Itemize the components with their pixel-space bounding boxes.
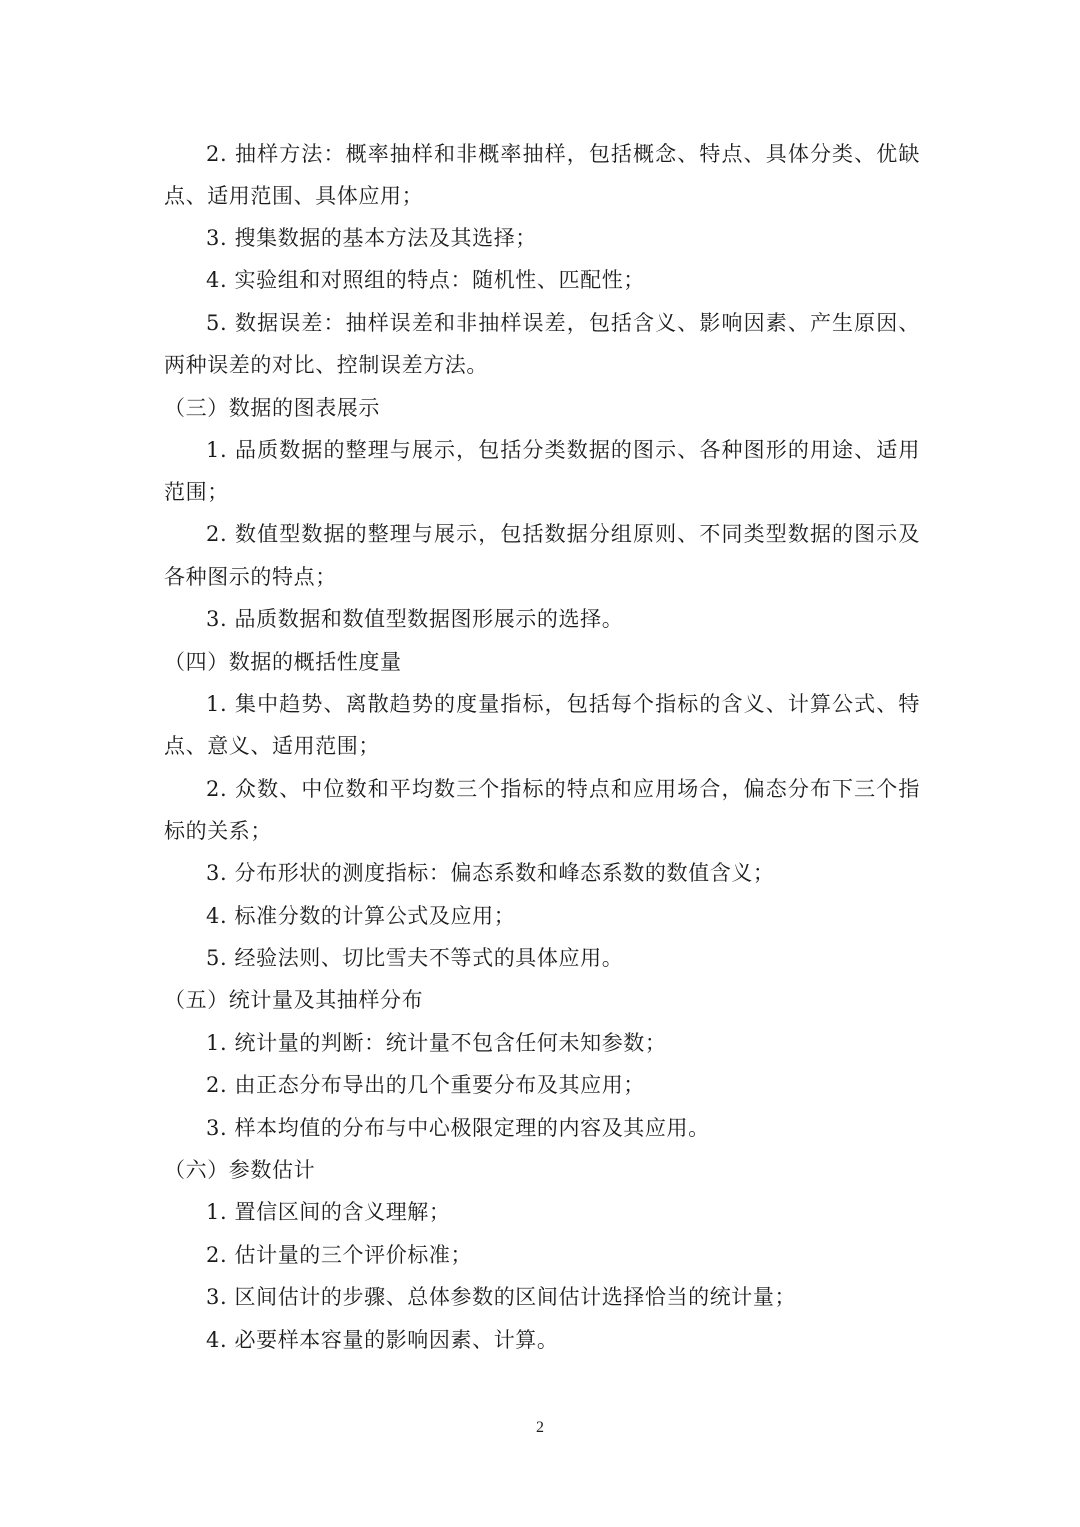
list-item-sampling-methods: 2. 抽样方法：概率抽样和非概率抽样，包括概念、特点、具体分类、优缺 xyxy=(206,142,920,166)
list-item-chart-choice: 3. 品质数据和数值型数据图形展示的选择。 xyxy=(206,607,624,631)
list-item-numeric-data-cont: 各种图示的特点； xyxy=(164,565,337,589)
list-item-confidence-interval: 1. 置信区间的含义理解； xyxy=(206,1200,451,1224)
list-item-data-collection: 3. 搜集数据的基本方法及其选择； xyxy=(206,226,537,250)
list-item-standard-score: 4. 标准分数的计算公式及应用； xyxy=(206,904,516,928)
list-item-statistic-judgement: 1. 统计量的判断：统计量不包含任何未知参数； xyxy=(206,1031,667,1055)
list-item-normal-derived: 2. 由正态分布导出的几个重要分布及其应用； xyxy=(206,1073,645,1097)
list-item-mode-median-mean: 2. 众数、中位数和平均数三个指标的特点和应用场合，偏态分布下三个指 xyxy=(206,777,920,801)
page-number: 2 xyxy=(536,1419,544,1436)
list-item-mode-median-mean-cont: 标的关系； xyxy=(164,819,272,843)
list-item-interval-steps: 3. 区间估计的步骤、总体参数的区间估计选择恰当的统计量； xyxy=(206,1285,797,1309)
list-item-sampling-methods-cont: 点、适用范围、具体应用； xyxy=(164,184,424,208)
list-item-central-tendency-cont: 点、意义、适用范围； xyxy=(164,734,380,758)
list-item-clt: 3. 样本均值的分布与中心极限定理的内容及其应用。 xyxy=(206,1116,710,1140)
list-item-experiment-groups: 4. 实验组和对照组的特点：随机性、匹配性； xyxy=(206,268,645,292)
list-item-numeric-data: 2. 数值型数据的整理与展示，包括数据分组原则、不同类型数据的图示及 xyxy=(206,522,920,546)
list-item-data-error-cont: 两种误差的对比、控制误差方法。 xyxy=(164,353,488,377)
list-item-empirical-rule: 5. 经验法则、切比雪夫不等式的具体应用。 xyxy=(206,946,624,970)
section-heading-6: （六）参数估计 xyxy=(164,1158,316,1182)
section-heading-3: （三）数据的图表展示 xyxy=(164,396,380,420)
list-item-qualitative-data: 1. 品质数据的整理与展示，包括分类数据的图示、各种图形的用途、适用 xyxy=(206,438,920,462)
list-item-sample-size: 4. 必要样本容量的影响因素、计算。 xyxy=(206,1328,559,1352)
list-item-data-error: 5. 数据误差：抽样误差和非抽样误差，包括含义、影响因素、产生原因、 xyxy=(206,311,920,335)
list-item-estimator-criteria: 2. 估计量的三个评价标准； xyxy=(206,1243,473,1267)
list-item-qualitative-data-cont: 范围； xyxy=(164,480,229,504)
section-heading-4: （四）数据的概括性度量 xyxy=(164,650,402,674)
list-item-central-tendency: 1. 集中趋势、离散趋势的度量指标，包括每个指标的含义、计算公式、特 xyxy=(206,692,920,716)
list-item-distribution-shape: 3. 分布形状的测度指标：偏态系数和峰态系数的数值含义； xyxy=(206,861,775,885)
section-heading-5: （五）统计量及其抽样分布 xyxy=(164,988,424,1012)
